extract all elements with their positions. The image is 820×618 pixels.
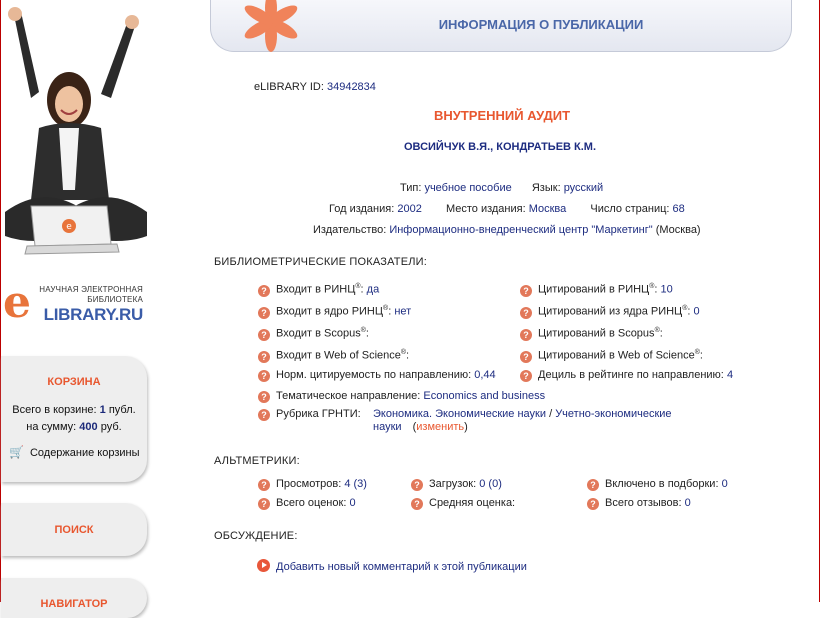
cart-contents-link[interactable]: 🛒 Содержание корзины (9, 445, 140, 459)
help-icon[interactable]: ? (520, 307, 532, 319)
norm-citation-value: 0,44 (474, 369, 496, 381)
reviews-value: 0 (684, 497, 691, 509)
elibrary-logo[interactable] (3, 277, 149, 328)
page-title: ИНФОРМАЦИЯ О ПУБЛИКАЦИИ (438, 17, 644, 32)
grnti-link-accounting-cont[interactable]: науки (373, 421, 402, 433)
cit-core-value: 0 (693, 305, 700, 318)
publication-language: русский (563, 182, 604, 194)
help-icon[interactable]: ? (258, 498, 270, 510)
grnti-change-link[interactable]: изменить (416, 421, 465, 433)
reviews-row: ? Всего отзывов: 0 (587, 497, 691, 510)
cart-title[interactable]: КОРЗИНА (47, 376, 101, 388)
help-icon[interactable]: ? (258, 329, 270, 341)
publisher-link[interactable]: Информационно-внедренческий центр "Маркетинг" (389, 224, 653, 236)
cit-rinc-row: ? Цитирований в РИНЦ®: 10 (520, 283, 673, 297)
add-comment-link[interactable] (257, 559, 527, 573)
publication-place: Москва (528, 203, 567, 215)
downloads-row: ? Загрузок: 0 (0) (411, 478, 502, 491)
help-icon[interactable]: ? (258, 391, 270, 403)
publication-publisher: Издательство: Информационно-внедренческий центр "Маркетинг" (Москва) (313, 224, 701, 236)
decile-value: 4 (726, 369, 734, 381)
collections-row: ? Включено в подборки: 0 (587, 478, 728, 491)
ratings-value: 0 (349, 497, 356, 509)
help-icon[interactable]: ? (258, 351, 270, 363)
theme-value: Economics and business (423, 390, 546, 402)
help-icon[interactable]: ? (587, 479, 599, 491)
rinc-core-value: нет (394, 305, 412, 318)
help-icon[interactable]: ? (520, 370, 532, 382)
cart-sum: 400 (79, 421, 98, 433)
hero-illustration (1, 0, 151, 262)
publication-type: учебное пособие (424, 182, 512, 194)
rinc-core-row: ? Входит в ядро РИНЦ®: нет (258, 305, 411, 319)
wos-row: ? Входит в Web of Science®: (258, 349, 409, 363)
publication-title: ВНУТРЕННИЙ АУДИТ (434, 108, 571, 123)
views-value: 4 (3) (344, 478, 367, 490)
logo-brand: LIBRARY.RU (43, 305, 143, 324)
bibliometrics-heading: БИБЛИОМЕТРИЧЕСКИЕ ПОКАЗАТЕЛИ: (214, 256, 428, 268)
search-link[interactable]: ПОИСК (54, 524, 94, 536)
logo-letter: e (3, 277, 31, 328)
cit-rinc-value[interactable]: 10 (660, 283, 673, 296)
theme-row: ? Тематическое направление: Economics and business (258, 390, 545, 403)
navigator-link[interactable]: НАВИГАТОР (40, 598, 108, 610)
rinc-value: да (366, 283, 380, 296)
views-row: ? Просмотров: 4 (3) (258, 478, 367, 491)
cit-wos-row: ? Цитирований в Web of Science®: (520, 349, 703, 363)
navigator-panel[interactable] (1, 578, 147, 618)
grnti-row: ? Рубрика ГРНТИ: (258, 408, 361, 421)
grnti-value-line1: Экономика. Экономические науки / Учетно-экономические (373, 408, 672, 420)
grnti-value-line2: науки (изменить) (373, 421, 468, 433)
help-icon[interactable]: ? (258, 285, 270, 297)
cart-panel (1, 356, 147, 482)
ratings-row: ? Всего оценок: 0 (258, 497, 356, 510)
cart-count: 1 (99, 404, 106, 416)
play-arrow-icon (257, 559, 270, 572)
downloads-value: 0 (0) (479, 478, 502, 490)
rinc-row: ? Входит в РИНЦ®: да (258, 283, 379, 297)
help-icon[interactable]: ? (520, 329, 532, 341)
discussion-heading: ОБСУЖДЕНИЕ: (214, 530, 298, 542)
grnti-link-accounting[interactable]: Учетно-экономические (555, 408, 672, 420)
help-icon[interactable]: ? (411, 498, 423, 510)
cit-core-row: ? Цитирований из ядра РИНЦ®: 0 (520, 305, 700, 319)
help-icon[interactable]: ? (411, 479, 423, 491)
publication-year: 2002 (397, 203, 422, 215)
shopping-cart-icon: 🛒 (9, 445, 24, 459)
collections-value: 0 (721, 478, 728, 490)
help-icon[interactable]: ? (258, 409, 270, 421)
sidebar (1, 0, 151, 610)
search-panel[interactable] (1, 503, 147, 556)
altmetrics-heading: АЛЬТМЕТРИКИ: (214, 455, 300, 467)
help-icon[interactable]: ? (258, 370, 270, 382)
add-comment-label[interactable]: Добавить новый комментарий к этой публикации (276, 561, 527, 573)
publication-year-place-pages: Год издания: 2002 Место издания: Москва Число страниц: 68 (329, 203, 685, 215)
svg-text:e: e (66, 222, 72, 232)
cart-total-line: Всего в корзине: 1 публ. (12, 404, 136, 416)
help-icon[interactable]: ? (258, 479, 270, 491)
scopus-row: ? Входит в Scopus®: (258, 327, 369, 341)
publication-authors[interactable]: ОВСИЙЧУК В.Я., КОНДРАТЬЕВ К.М. (404, 141, 597, 153)
grnti-link-economics[interactable]: Экономика. Экономические науки (373, 408, 547, 420)
flower-decoration-icon (233, 0, 303, 54)
cit-scopus-row: ? Цитирований в Scopus®: (520, 327, 663, 341)
help-icon[interactable]: ? (520, 285, 532, 297)
norm-citation-row: ? Норм. цитируемость по направлению: 0,44 (258, 369, 496, 382)
help-icon[interactable]: ? (520, 351, 532, 363)
help-icon[interactable]: ? (587, 498, 599, 510)
publication-pages: 68 (672, 203, 685, 215)
decile-row: ? Дециль в рейтинге по направлению: 4 (520, 369, 733, 382)
avg-rating-row: ? Средняя оценка: (411, 497, 515, 510)
publication-type-lang: Тип: учебное пособие Язык: русский (400, 182, 604, 194)
logo-tagline: НАУЧНАЯ ЭЛЕКТРОННАЯ БИБЛИОТЕКА (39, 285, 143, 304)
elibrary-id-value: 34942834 (326, 81, 376, 93)
help-icon[interactable]: ? (258, 307, 270, 319)
cart-sum-line: на сумму: 400 руб. (26, 421, 122, 433)
elibrary-id: eLIBRARY ID: 34942834 (254, 81, 376, 93)
